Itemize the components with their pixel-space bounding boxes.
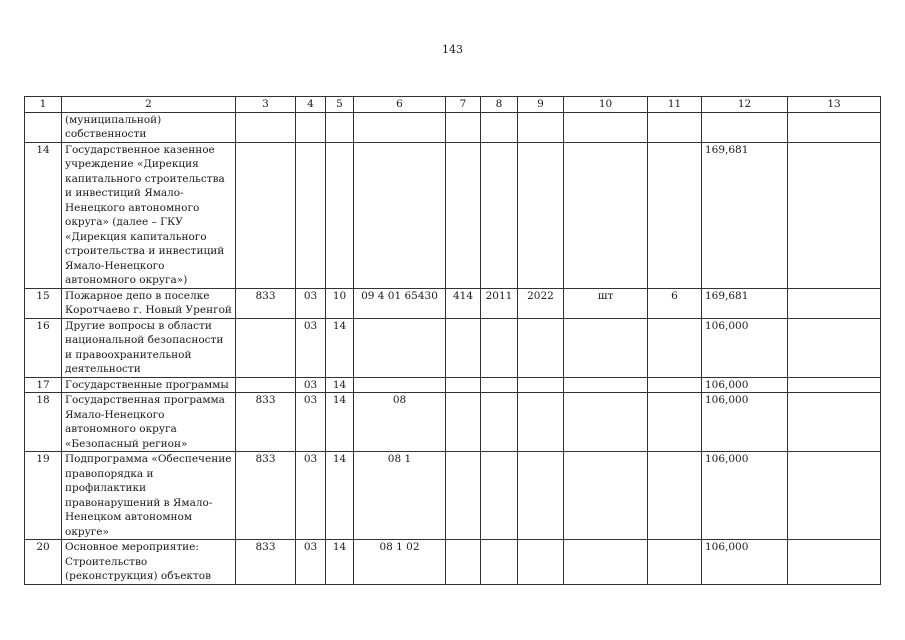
row-cell: 14: [326, 452, 354, 540]
row-cell: [648, 318, 702, 377]
row-cell: [446, 142, 481, 288]
row-name: (муниципальной) собственности: [62, 112, 236, 142]
row-amount: 169,681: [702, 142, 788, 288]
row-cell: [788, 393, 881, 452]
row-cell: [296, 112, 326, 142]
row-cell: 09 4 01 65430: [354, 288, 446, 318]
row-cell: [296, 142, 326, 288]
row-cell: 03: [296, 318, 326, 377]
row-cell: 833: [236, 288, 296, 318]
column-header: 12: [702, 97, 788, 113]
row-cell: 08 1: [354, 452, 446, 540]
row-amount: 106,000: [702, 540, 788, 585]
row-cell: [564, 112, 648, 142]
row-cell: [648, 393, 702, 452]
row-cell: 08 1 02: [354, 540, 446, 585]
row-number: 14: [25, 142, 62, 288]
row-cell: [236, 318, 296, 377]
row-cell: [481, 377, 518, 393]
row-cell: шт: [564, 288, 648, 318]
row-name: Государственное казенное учреждение «Дирекция капитального строительства и инвестиций Ямало-Ненецкого автономного округа» (далее – ГКУ «Дирекция капитального строительства и инвестиций Ямало-Ненецкого автономного округа»): [62, 142, 236, 288]
row-amount: 169,681: [702, 288, 788, 318]
column-header: 1: [25, 97, 62, 113]
row-cell: [648, 377, 702, 393]
row-cell: 03: [296, 452, 326, 540]
row-cell: [236, 112, 296, 142]
row-cell: [564, 377, 648, 393]
row-cell: [564, 318, 648, 377]
table-row: [25, 288, 881, 318]
row-cell: [788, 288, 881, 318]
row-cell: 03: [296, 540, 326, 585]
row-cell: [788, 452, 881, 540]
table-row: [25, 112, 881, 142]
row-cell: [446, 377, 481, 393]
row-name: Основное мероприятие: Строительство (реконструкция) объектов: [62, 540, 236, 585]
row-cell: [788, 540, 881, 585]
table-row: [25, 377, 881, 393]
row-cell: [481, 540, 518, 585]
row-cell: [518, 377, 564, 393]
row-cell: [518, 318, 564, 377]
row-number: 16: [25, 318, 62, 377]
row-number: 18: [25, 393, 62, 452]
column-header: 3: [236, 97, 296, 113]
row-cell: [648, 540, 702, 585]
row-cell: [326, 142, 354, 288]
table-row: [25, 318, 881, 377]
row-cell: [481, 142, 518, 288]
row-cell: [518, 393, 564, 452]
row-cell: 414: [446, 288, 481, 318]
row-number: [25, 112, 62, 142]
row-cell: 833: [236, 452, 296, 540]
row-name: Государственные программы: [62, 377, 236, 393]
row-cell: 14: [326, 540, 354, 585]
column-header: 5: [326, 97, 354, 113]
row-cell: 03: [296, 377, 326, 393]
row-amount: 106,000: [702, 452, 788, 540]
row-cell: 03: [296, 288, 326, 318]
row-cell: [481, 393, 518, 452]
row-cell: [354, 377, 446, 393]
row-cell: [648, 452, 702, 540]
row-name: Подпрограмма «Обеспечение правопорядка и профилактики правонарушений в Ямало-Ненецком автономном округе»: [62, 452, 236, 540]
row-cell: [354, 318, 446, 377]
row-cell: [446, 393, 481, 452]
row-cell: [788, 112, 881, 142]
table-row: [25, 452, 881, 540]
row-cell: 14: [326, 393, 354, 452]
row-cell: [788, 377, 881, 393]
row-cell: [564, 540, 648, 585]
row-cell: 14: [326, 318, 354, 377]
row-cell: [518, 452, 564, 540]
column-header: 7: [446, 97, 481, 113]
row-cell: [518, 142, 564, 288]
row-cell: [481, 112, 518, 142]
table-row: [25, 142, 881, 288]
row-cell: 03: [296, 393, 326, 452]
row-number: 19: [25, 452, 62, 540]
row-amount: 106,000: [702, 377, 788, 393]
row-number: 15: [25, 288, 62, 318]
row-cell: [236, 377, 296, 393]
row-cell: [564, 393, 648, 452]
row-cell: [354, 112, 446, 142]
row-name: Пожарное депо в поселке Коротчаево г. Новый Уренгой: [62, 288, 236, 318]
row-cell: [648, 142, 702, 288]
column-header: 11: [648, 97, 702, 113]
table-row: [25, 393, 881, 452]
row-cell: [446, 318, 481, 377]
row-cell: 2011: [481, 288, 518, 318]
row-cell: [446, 452, 481, 540]
row-cell: [564, 142, 648, 288]
row-number: 17: [25, 377, 62, 393]
row-cell: 833: [236, 393, 296, 452]
row-cell: [518, 540, 564, 585]
column-header: 10: [564, 97, 648, 113]
row-cell: [788, 142, 881, 288]
row-number: 20: [25, 540, 62, 585]
table-row: [25, 540, 881, 585]
row-cell: 10: [326, 288, 354, 318]
column-header: 2: [62, 97, 236, 113]
row-cell: [236, 142, 296, 288]
row-cell: [481, 452, 518, 540]
page-number: 143: [442, 43, 463, 56]
row-cell: [481, 318, 518, 377]
column-header: 9: [518, 97, 564, 113]
row-cell: [518, 112, 564, 142]
row-cell: 6: [648, 288, 702, 318]
header-row: [25, 97, 881, 113]
row-cell: [326, 112, 354, 142]
column-header: 4: [296, 97, 326, 113]
budget-table: [24, 96, 881, 585]
row-cell: [648, 112, 702, 142]
row-cell: [446, 540, 481, 585]
row-cell: [788, 318, 881, 377]
row-cell: [446, 112, 481, 142]
row-name: Государственная программа Ямало-Ненецкого автономного округа «Безопасный регион»: [62, 393, 236, 452]
row-amount: 106,000: [702, 393, 788, 452]
row-name: Другие вопросы в области национальной безопасности и правоохранительной деятельности: [62, 318, 236, 377]
column-header: 8: [481, 97, 518, 113]
row-cell: [354, 142, 446, 288]
row-cell: [564, 452, 648, 540]
row-cell: 08: [354, 393, 446, 452]
row-cell: 2022: [518, 288, 564, 318]
row-cell: 14: [326, 377, 354, 393]
row-amount: 106,000: [702, 318, 788, 377]
column-header: 6: [354, 97, 446, 113]
column-header: 13: [788, 97, 881, 113]
row-cell: 833: [236, 540, 296, 585]
row-amount: [702, 112, 788, 142]
